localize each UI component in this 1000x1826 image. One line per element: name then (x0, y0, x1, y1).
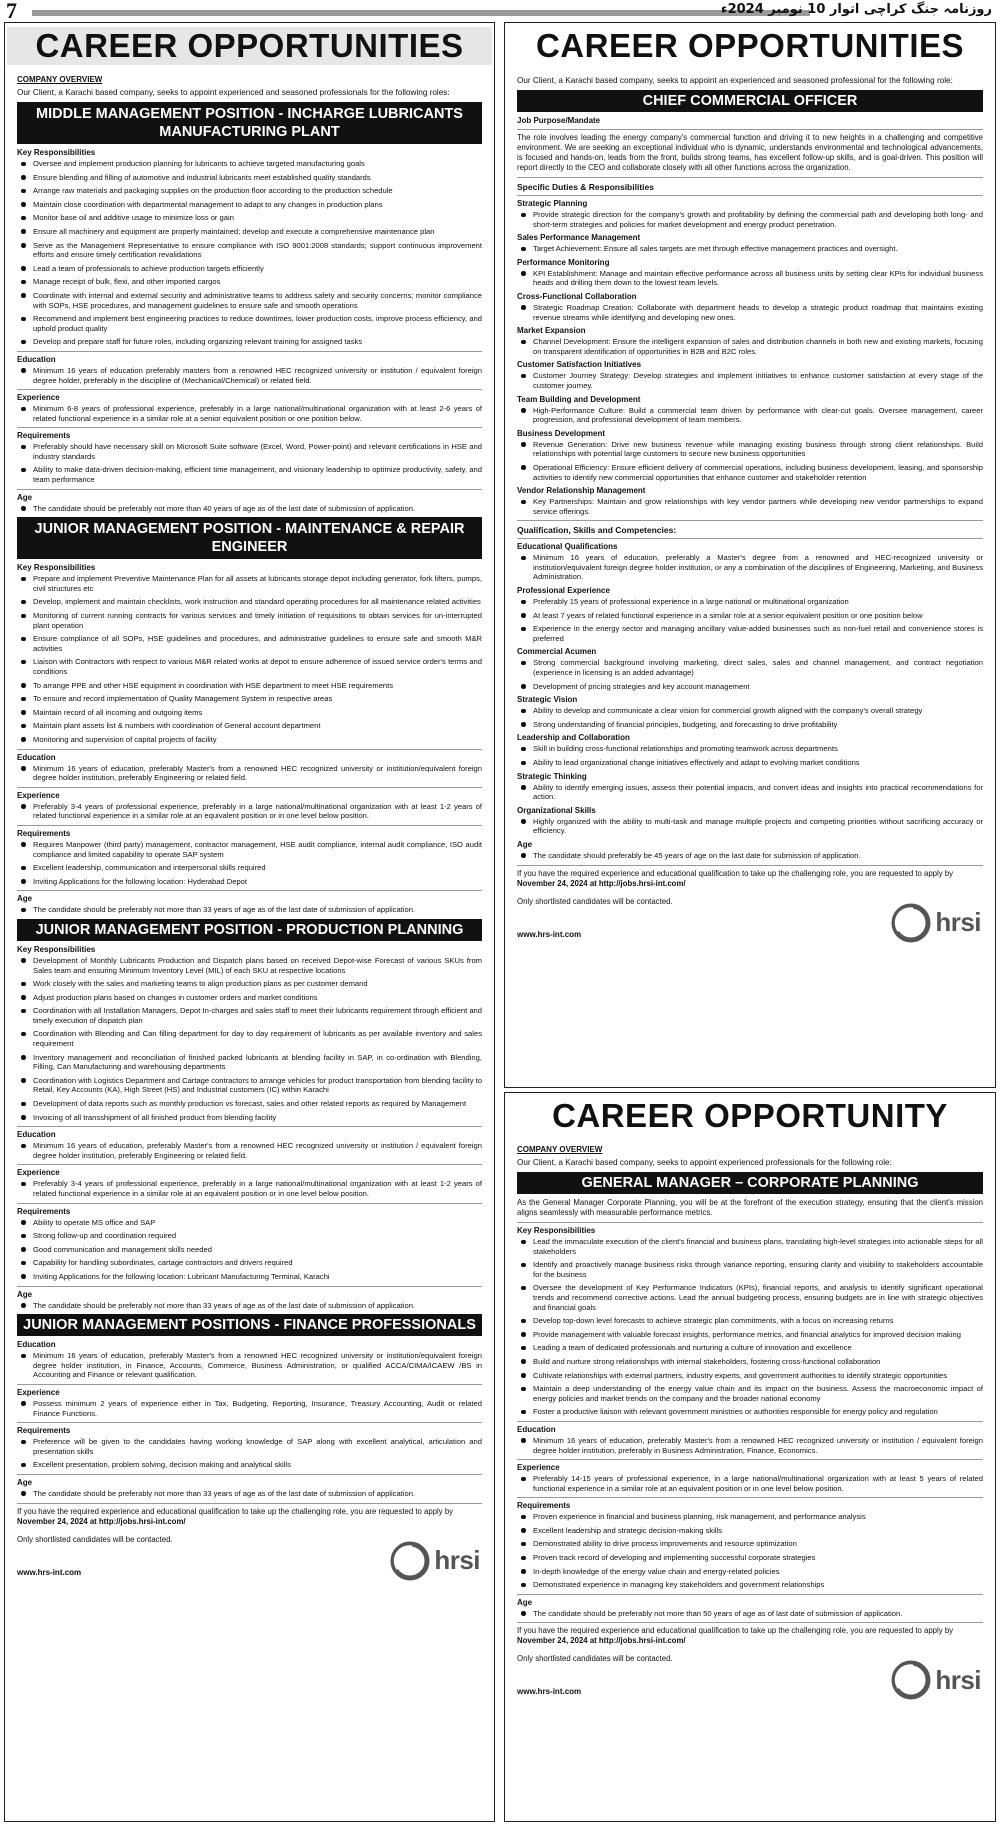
bullet-list (17, 1218, 482, 1282)
list-item: At least 7 years of related functional experience in a similar role at a senior equivalent position or one position below (517, 611, 983, 621)
list-item: Demonstrated experience in managing key stakeholders and government relationships (517, 1580, 983, 1590)
position-title-1: MIDDLE MANAGEMENT POSITION - INCHARGE LUBRICANTS MANUFACTURING PLANT (17, 102, 482, 144)
divider (517, 1622, 983, 1623)
duties-groups (517, 199, 983, 516)
divider (517, 538, 983, 539)
subsection-label: Professional Experience (517, 586, 610, 596)
hrsi-logo (390, 1541, 480, 1581)
bullet-list (17, 1351, 482, 1380)
bullet-list (17, 802, 482, 821)
divider (17, 1203, 482, 1204)
list-item: Coordination with all Installation Managers, Depot In-charges and sales staff to meet their lubricants requirement through efficient and timely execution of dispatch plan (17, 1006, 482, 1025)
divider (17, 1384, 482, 1385)
position-title-3: JUNIOR MANAGEMENT POSITION - PRODUCTION PLANNING (17, 919, 482, 941)
bullet-list (17, 574, 482, 744)
list-item: Monitoring of current running contracts for various services and timely initiation of requisitions to obtain services for un-interrupted plant operation (17, 611, 482, 630)
list-item: Preferably 3-4 years of professional experience, preferably in a large national/multinational organization with at least 1-2 years of related functional experience in a similar role at an equivalent position or in one level below position. (17, 1179, 482, 1198)
subsection-label: Leadership and Collaboration (517, 733, 630, 743)
section-label: Key Responsibilities (517, 1226, 596, 1235)
list-item: Arrange raw materials and packaging supplies on the production floor according to the production schedule (17, 186, 482, 196)
hrsi-logo (891, 1660, 981, 1700)
bullet-list (517, 597, 983, 643)
section-label: Requirements (517, 1501, 571, 1511)
list-item: Cultivate relationships with external partners, industry experts, and government authorities to identify strategic opportunities (517, 1371, 983, 1381)
section-label: Requirements (17, 828, 71, 838)
subsection-label: Sales Performance Management (517, 233, 641, 243)
divider (17, 389, 482, 390)
list-item: Prepare and implement Preventive Maintenance Plan for all assets at lubricants storage depot including generator, fork lifters, pumps, civil structures etc (17, 574, 482, 593)
advert-title: CAREER OPPORTUNITY (552, 1097, 948, 1134)
divider (17, 351, 482, 352)
role-lead-text: As the General Manager Corporate Planning, you will be at the forefront of the execution strategy, ensuring that the client's mission aligns seamlessly with measurable performance metrics. (517, 1198, 983, 1217)
list-item: Customer Journey Strategy: Develop strategies and implement initiatives to enhance customer satisfaction at every stage of the customer journey. (517, 371, 983, 390)
bullet-list (17, 504, 482, 514)
bullet-list (517, 817, 983, 836)
list-item: Strong commercial background involving marketing, direct sales, sales and channel management, and contract negotiation (experience in licensing is an added advantage) (517, 658, 983, 677)
list-item: Ability to develop and communicate a clear vision for commercial growth aligned with the company's overall strategy (517, 706, 983, 716)
list-item: Excellent leadership, communication and interpersonal skills required (17, 863, 482, 873)
bullet-list (17, 1179, 482, 1198)
subsection-label: Commercial Acumen (517, 647, 597, 657)
list-item: Minimum 16 years of education, preferably Master's from a renowned HEC recognized university or institution/equivalent foreign degree holder institution, preferably Engineering or related field. (17, 764, 482, 783)
list-item: The candidate should be preferably not more than 40 years of age as of the last date of submission of application. (17, 504, 482, 514)
divider (517, 1594, 983, 1595)
section-label: Experience (517, 1463, 560, 1473)
subsection-label: Cross-Functional Collaboration (517, 291, 637, 301)
list-item: Minimum 16 years of education preferably masters from a renowned HEC recognized university or institution / equivalent foreign degree holder, preferably in the discipline of (Mechanical/Chemical) or related field. (17, 366, 482, 385)
list-item: Develop top-down level forecasts to achieve strategic plan commitments, with a focus on increasing returns (517, 1316, 983, 1326)
list-item: Work closely with the sales and marketing teams to align production plans as per customer demand (17, 979, 482, 989)
subsection-label: Vendor Relationship Management (517, 486, 646, 496)
apply-deadline-link[interactable]: November 24, 2024 at http://jobs.hrsi-int.com/ (517, 878, 686, 888)
website-link[interactable]: www.hrs-int.com (517, 1687, 582, 1697)
advert-footer (17, 1535, 482, 1581)
list-item: Recommend and implement best engineering practices to reduce downtimes, lower production costs, improve process efficiency, and uphold product quality (17, 314, 482, 333)
section-label: Key Responsibilities (17, 944, 96, 954)
right-bottom-advert (504, 1092, 996, 1822)
qualifications-label: Qualification, Skills and Competencies: (517, 525, 677, 536)
hrsi-logo-icon (891, 903, 931, 943)
divider (17, 1164, 482, 1165)
apply-instructions (517, 869, 983, 889)
list-item: Minimum 6-8 years of professional experience, preferably in a large national/multinational organization with at least 2-6 years of related functional experience in a similar role at a senior equivalent position or one position below. (17, 404, 482, 423)
list-item: Minimum 16 years of education, preferably Master's from a renowned HEC recognized university or institution / equivalent foreign degree holder institution, preferably Engineering or related field. (17, 1141, 482, 1160)
list-item: Inviting Applications for the following location: Hyderabad Depot (17, 877, 482, 887)
list-item: Adjust production plans based on changes in customer orders and market conditions (17, 993, 482, 1003)
position-title-4: JUNIOR MANAGEMENT POSITIONS - FINANCE PROFESSIONALS (17, 1314, 482, 1336)
bullet-list (17, 404, 482, 423)
list-item: Ensure compliance of all SOPs, HSE guidelines and procedures, and administrative guidelines to ensure safe and smooth M&R activities (17, 634, 482, 653)
hrsi-logo-text: hrsi (935, 907, 981, 938)
subsection-label: Organizational Skills (517, 805, 596, 815)
section-label: Education (17, 1340, 56, 1350)
bullet-list (17, 1437, 482, 1470)
list-item: Good communication and management skills needed (17, 1245, 482, 1255)
list-item: Invoicing of all transshipment of all finished product from blending facility (17, 1113, 482, 1123)
list-item: Strong understanding of financial principles, budgeting, and forecasting to drive profitability (517, 720, 983, 730)
job-purpose-text: The role involves leading the energy company's commercial function and driving it to new heights in a challenging and competitive environment. We are seeking an exceptional individual who is dynamic, understands environmental and technological advancements, is focused and hands-on, leads from the front, builds strong teams, has excellent follow-up skills, and is goal-driven. This position will report directly to the CEO and collaborate closely with all other functions across the organization. (517, 133, 983, 172)
bullet-list (517, 1609, 983, 1619)
divider (517, 520, 983, 521)
list-item: Monitor base oil and additive usage to minimize loss or gain (17, 213, 482, 223)
list-item: Possess minimum 2 years of experience either in Tax, Budgeting, Reporting, Insurance, Treasury Accounting, Audit or related Finance Functions. (17, 1399, 482, 1418)
apply-text: If you have the required experience and educational qualification to take up the challenging role, you are requested to apply by (517, 868, 954, 878)
advert-footer (517, 1654, 983, 1700)
bullet-list (517, 658, 983, 691)
divider (17, 890, 482, 891)
bullet-list (17, 1301, 482, 1311)
section-label: Age (17, 1289, 33, 1299)
list-item: Preferably 14-15 years of professional experience, in a large national/multinational organization with at least 5 years of related functional experience in a similar role at an equivalent position or in one level below position. (517, 1474, 983, 1493)
subsection-label: Market Expansion (517, 326, 586, 336)
hrsi-logo-text: hrsi (935, 1664, 981, 1695)
bullet-list (17, 764, 482, 783)
section-label: Experience (17, 1168, 60, 1178)
list-item: Preference will be given to the candidates having working knowledge of SAP along with excellent analytical, articulation and presentation skills (17, 1437, 482, 1456)
divider (17, 825, 482, 826)
apply-deadline-link[interactable]: November 24, 2024 at http://jobs.hrsi-int.com/ (517, 1636, 686, 1646)
divider (517, 1222, 983, 1223)
position-title: CHIEF COMMERCIAL OFFICER (517, 90, 983, 112)
bullet-list (17, 442, 482, 484)
section-label: Experience (17, 790, 60, 800)
bullet-list (517, 706, 983, 729)
divider (17, 1474, 482, 1475)
list-item: Target Achievement: Ensure all sales targets are met through effective management practices and oversight. (517, 244, 983, 254)
list-item: Preferably 3-4 years of professional experience, preferably in a large national/multinational organization with at least 1-2 years of related functional experience in a similar role at an equivalent position or in one level below position. (17, 802, 482, 821)
bullet-list (517, 1436, 983, 1455)
duties-label: Specific Duties & Responsibilities (517, 182, 654, 192)
list-item: Ability to lead organizational change initiatives effectively and adapt to evolving market conditions (517, 758, 983, 768)
list-item: Development of data reports such as monthly production vs forecast, sales and other related reports as required by Management (17, 1099, 482, 1109)
advert-footer (517, 897, 983, 943)
divider (17, 1126, 482, 1127)
list-item: In-depth knowledge of the energy value chain and energy-related policies (517, 1567, 983, 1577)
list-item: Ensure blending and filling of automotive and industrial lubricants meet established quality standards (17, 173, 482, 183)
list-item: High-Performance Culture: Build a commercial team driven by performance with clear-cut goals. Oversee management, career progression, and professional development of team members. (517, 406, 983, 425)
list-item: Ability to operate MS office and SAP (17, 1218, 482, 1228)
bullet-list (517, 406, 983, 425)
company-overview-label: COMPANY OVERVIEW (517, 1145, 603, 1154)
list-item: Development of Monthly Lubricants Production and Dispatch plans based on received Depot-wise Forecast of various SKUs from Sales team and ensuring Minimum Inventory Level (MIL) of each SKU at respective locations (17, 956, 482, 975)
list-item: Operational Efficiency: Ensure efficient delivery of commercial operations, including business development, leasing, and sponsorship activities to identify new commercial opportunities that enhance customer and stakeholder retention (517, 463, 983, 482)
section-label: Education (17, 752, 56, 762)
bullet-list (517, 337, 983, 356)
list-item: Minimum 16 years of education, preferably Master's from a renowned HEC recognized university or institution / equivalent foreign degree holder institution, preferably in Business Administration, Finance, Economics. (517, 1436, 983, 1455)
bullet-list (17, 366, 482, 385)
list-item: The candidate should preferably be 45 years of age on the last date for submission of application. (517, 851, 983, 861)
divider (517, 1421, 983, 1422)
divider (517, 1459, 983, 1460)
section-label: Job Purpose/Mandate (517, 116, 601, 125)
list-item: Capability for handling subordinates, cartage contractors and drivers required (17, 1258, 482, 1268)
list-item: Strong follow-up and coordination required (17, 1231, 482, 1241)
section-label: Age (17, 894, 33, 904)
apply-text: If you have the required experience and educational qualification to take up the challenging role, you are requested to apply by (17, 1506, 454, 1516)
hrsi-logo-icon (891, 1660, 931, 1700)
bullet-list (517, 497, 983, 516)
list-item: Coordinate with internal and external security and administrative teams to address safety and security concerns; monitor compliance with SOPs, HSE procedures, and management guidelines to ensure safe and smooth operations (17, 291, 482, 310)
left-advert (4, 22, 495, 1822)
list-item: Ability to make data-driven decision-making, efficient time management, and visionary leadership to optimize productivity, safety, and team performance (17, 465, 482, 484)
bullet-list (17, 840, 482, 886)
bullet-list (17, 905, 482, 915)
bullet-list (517, 1474, 983, 1493)
subsection-label: Business Development (517, 428, 606, 438)
list-item: Development of pricing strategies and key account management (517, 682, 983, 692)
list-item: Requires Manpower (third party) management, contractor management, HSE audit compliance, internal audit compliance, ISO audit compliance and limited capability to operate SAP system (17, 840, 482, 859)
subsection-label: Age (517, 839, 533, 849)
list-item: Minimum 16 years of education, preferably a Master's degree from a renowned and HEC-recognized university or institution/equivalent foreign degree holder institution, or any a combination of the disciplines of Engineering, Marketing, and Business Administration. (517, 553, 983, 582)
divider (17, 1286, 482, 1287)
list-item: Preferably should have necessary skill on Microsoft Suite software (Excel, Word, Power-point) and relevant certifications in HSE and industry standards (17, 442, 482, 461)
left-title-band (7, 27, 492, 65)
intro-text: Our Client, a Karachi based company, seeks to appoint experienced and seasoned professionals for the following roles: (17, 88, 450, 97)
list-item: Ability to identify emerging issues, assess their potential impacts, and convert ideas and insights into practical recommendations for action. (517, 783, 983, 802)
hrsi-logo-text: hrsi (434, 1545, 480, 1575)
website-link[interactable]: www.hrs-int.com (17, 1567, 82, 1577)
divider (517, 129, 983, 130)
bullet-list (517, 244, 983, 254)
section-label: Age (17, 492, 33, 502)
section-label: Requirements (17, 1206, 71, 1216)
section-label: Education (17, 1130, 56, 1140)
bullet-list (517, 744, 983, 767)
bullet-list (517, 371, 983, 390)
website-link[interactable]: www.hrs-int.com (517, 929, 582, 939)
list-item: KPI Establishment: Manage and maintain effective performance across all business units by setting clear KPIs for individual business heads and drilling them down to the lowest team levels. (517, 269, 983, 288)
subsection-label: Customer Satisfaction Initiatives (517, 360, 642, 370)
divider (517, 1497, 983, 1498)
list-item: Monitoring and supervision of capital projects of facility (17, 735, 482, 745)
intro-text: Our Client, a Karachi based company, seeks to appoint an experienced and seasoned professional for the following role: (517, 76, 953, 85)
advert-title: CAREER OPPORTUNITIES (535, 27, 965, 64)
list-item: Maintain close coordination with departmental management to adapt to any changes in production plans (17, 200, 482, 210)
list-item: Experience in the energy sector and managing ancillary value-added businesses such as non-fuel retail and convenience stores is preferred (517, 624, 983, 643)
list-item: Maintain record of all incoming and outgoing items (17, 708, 482, 718)
section-label: Key Responsibilities (17, 148, 96, 157)
list-item: The candidate should be preferably not more than 33 years of age as of the last date of submission of application. (17, 905, 482, 915)
divider (17, 749, 482, 750)
section-label: Education (17, 354, 56, 364)
list-item: Develop and prepare staff for future roles, including organizing relevant training for assigned tasks (17, 337, 482, 347)
section-label: Age (517, 1597, 533, 1607)
bullet-list (17, 1141, 482, 1160)
bullet-list (517, 553, 983, 582)
subsection-label: Team Building and Development (517, 394, 641, 404)
list-item: Proven experience in financial and business planning, risk management, and performance analysis (517, 1512, 983, 1522)
section-label: Requirements (17, 1426, 71, 1436)
right-top-advert (504, 22, 996, 1088)
position-title-2: JUNIOR MANAGEMENT POSITION - MAINTENANCE & REPAIR ENGINEER (17, 517, 482, 559)
bullet-list (17, 159, 482, 347)
list-item: Maintain plant assets list & numbers with coordination of General account department (17, 721, 482, 731)
list-item: Oversee the development of Key Performance Indicators (KPIs), financial reports, and analysis to identify significant operational trends and recommend corrective actions. Lead the annual budgeting process, ensuring budgets are in line with strategic objectives and financial goals (517, 1283, 983, 1312)
list-item: Channel Development: Ensure the intelligent expansion of sales and distribution channels in both new and existing markets, focusing on transparent identification of opportunities in B2B and B2C roles. (517, 337, 983, 356)
list-item: Highly organized with the ability to multi-task and manage multiple projects and competing priorities without sacrificing accuracy or efficiency. (517, 817, 983, 836)
subsection-label: Strategic Vision (517, 695, 578, 705)
qualification-groups (517, 542, 983, 860)
list-item: Maintain a deep understanding of the energy value chain and its impact on the business. Assess the macroeconomic impact of energy policies and market trends on the company and the broader national economy (517, 1384, 983, 1403)
divider (17, 489, 482, 490)
list-item: Provide strategic direction for the company's growth and profitability by defining the commercial path and developing both long- and short-term strategies and policies for market development and energy product penetration. (517, 210, 983, 229)
subsection-label: Educational Qualifications (517, 542, 618, 552)
company-overview-label: COMPANY OVERVIEW (17, 75, 103, 84)
bullet-list (517, 269, 983, 288)
shortlist-note: Only shortlisted candidates will be contacted. (17, 1534, 173, 1544)
list-item: Excellent presentation, problem solving, decision making and analytical skills (17, 1460, 482, 1470)
apply-instructions (17, 1507, 482, 1527)
hrsi-logo-icon (390, 1541, 430, 1581)
section-label: Experience (17, 393, 60, 403)
page-number: 7 (6, 0, 17, 23)
intro-text: Our Client, a Karachi based company, seeks to appoint experienced professionals for the following role: (517, 1158, 892, 1167)
apply-text: If you have the required experience and educational qualification to take up the challenging role, you are requested to apply by (517, 1626, 954, 1636)
list-item: The candidate should be preferably not more than 50 years of age as of last date of submission of application. (517, 1609, 983, 1619)
section-label: Experience (17, 1387, 60, 1397)
bullet-list (517, 210, 983, 229)
list-item: Provide management with valuable forecast insights, performance metrics, and financial analytics for improved decision making (517, 1330, 983, 1340)
list-item: Minimum 16 years of education, preferably Master's from a renowned HEC recognized university or institution/equivalent foreign degree holder institution, in Finance, Accounts, Commerce, Business Administration, or qualified ACCA/CIMA/ICAEW /BS in Accounting and Finance or relevant qualification. (17, 1351, 482, 1380)
bullet-list (17, 1489, 482, 1499)
header-rule (32, 10, 810, 16)
list-item: Skill in building cross-functional relationships and promoting teamwork across departments (517, 744, 983, 754)
divider (17, 1422, 482, 1423)
list-item: Excellent leadership and strategic decision-making skills (517, 1526, 983, 1536)
bullet-list (517, 851, 983, 861)
bullet-list (517, 440, 983, 482)
list-item: To arrange PPE and other HSE equipment in coordination with HSE department to meet HSE requirements (17, 681, 482, 691)
list-item: Proven track record of developing and implementing successful corporate strategies (517, 1553, 983, 1563)
list-item: Coordination with Blending and Can filling department for day to day requirement of lubricants as per available inventory and sales requirement (17, 1029, 482, 1048)
subsection-label: Strategic Planning (517, 199, 588, 208)
section-label: Requirements (17, 431, 71, 441)
list-item: Lead the immaculate execution of the client's financial and business plans, translating high-level strategies into actionable steps for all stakeholders (517, 1237, 983, 1256)
bullet-list (517, 303, 983, 322)
advert-title: CAREER OPPORTUNITIES (35, 27, 464, 64)
list-item: Oversee and implement production planning for lubricants to achieve targeted manufacturing goals (17, 159, 482, 169)
bullet-list (17, 956, 482, 1122)
list-item: Inventory management and reconciliation of finished packed lubricants at blending facility in SAP, in co-ordination with Blending, Filling, Can Manufacturing and warehousing departments (17, 1053, 482, 1072)
list-item: Demonstrated ability to drive process improvements and resource optimization (517, 1539, 983, 1549)
subsection-label: Strategic Thinking (517, 771, 587, 781)
hrsi-logo (891, 903, 981, 943)
divider (17, 1503, 482, 1504)
section-label: Key Responsibilities (17, 563, 96, 573)
bullet-list (517, 1512, 983, 1590)
shortlist-note: Only shortlisted candidates will be contacted. (517, 1654, 673, 1664)
list-item: Manage receipt of bulk, flexi, and other imported cargos (17, 277, 482, 287)
list-item: Inviting Applications for the following location: Lubricant Manufacturing Terminal, Karachi (17, 1272, 482, 1282)
list-item: Liaison with Contractors with respect to various M&R related works at depot to ensure adherence of issued service order's terms and conditions (17, 657, 482, 676)
list-item: Key Partnerships: Maintain and grow relationships with key vendor partners while developing new vendor partnerships to expand service offerings. (517, 497, 983, 516)
list-item: The candidate should be preferably not more than 33 years of age as of the last date of submission of application. (17, 1489, 482, 1499)
list-item: Identify and proactively manage business risks through variance reporting, ensuring clarity and visibility to stakeholders accountable for the business (517, 1260, 983, 1279)
bullet-list (517, 783, 983, 802)
list-item: Revenue Generation: Drive new business revenue while managing existing business through strong client relationships. Build relationships with potential large customers to secure new business opportunities (517, 440, 983, 459)
list-item: To ensure and record implementation of Quality Management System in respective areas (17, 694, 482, 704)
shortlist-note: Only shortlisted candidates will be contacted. (517, 896, 673, 906)
divider (17, 787, 482, 788)
divider (517, 177, 983, 178)
section-label: Education (517, 1424, 556, 1434)
apply-instructions (517, 1626, 983, 1646)
list-item: Preferably 15 years of professional experience in a large national or multinational organization (517, 597, 983, 607)
subsection-label: Performance Monitoring (517, 257, 610, 267)
list-item: Strategic Roadmap Creation: Collaborate with department heads to develop a strategic product roadmap that maintains existing revenue streams while identifying and developing new ones. (517, 303, 983, 322)
list-item: Ensure all machinery and equipment are properly maintained; develop and execute a comprehensive maintenance plan (17, 227, 482, 237)
list-item: Lead a team of professionals to achieve production targets efficiently (17, 264, 482, 274)
bullet-list (517, 1237, 983, 1417)
divider (517, 195, 983, 196)
list-item: Foster a productive liaison with relevant government ministries or authorities responsible for energy policy and regulation (517, 1407, 983, 1417)
list-item: Develop, implement and maintain checklists, work instruction and standard operating procedures for all maintenance related activities (17, 597, 482, 607)
bullet-list (17, 1399, 482, 1418)
section-label: Age (17, 1477, 33, 1487)
divider (517, 865, 983, 866)
page-header (0, 0, 1000, 23)
list-item: Coordination with Logistics Department and Cartage contractors to arrange vehicles for product transportation from blending facility to Retail, Key Accounts (KA), High Street (HS) and Industrial customers (IC) within Karachi (17, 1076, 482, 1095)
list-item: Leading a team of dedicated professionals and nurturing a culture of innovation and excellence (517, 1343, 983, 1353)
list-item: The candidate should be preferably not more than 33 years of age as of the last date of submission of application. (17, 1301, 482, 1311)
divider (17, 427, 482, 428)
list-item: Build and nurture strong relationships with internal stakeholders, fostering cross-functional collaboration (517, 1357, 983, 1367)
apply-deadline-link[interactable]: November 24, 2024 at http://jobs.hrsi-int.com/ (17, 1516, 186, 1526)
newspaper-dateline: روزنامہ جنگ کراچی اتوار 10 نومبر 2024ء (720, 2, 992, 17)
position-title: GENERAL MANAGER – CORPORATE PLANNING (517, 1172, 983, 1194)
list-item: Serve as the Management Representative to ensure compliance with ISO 9001:2008 standards; support continuous improvement efforts and ensure timely certification revalidations (17, 241, 482, 260)
